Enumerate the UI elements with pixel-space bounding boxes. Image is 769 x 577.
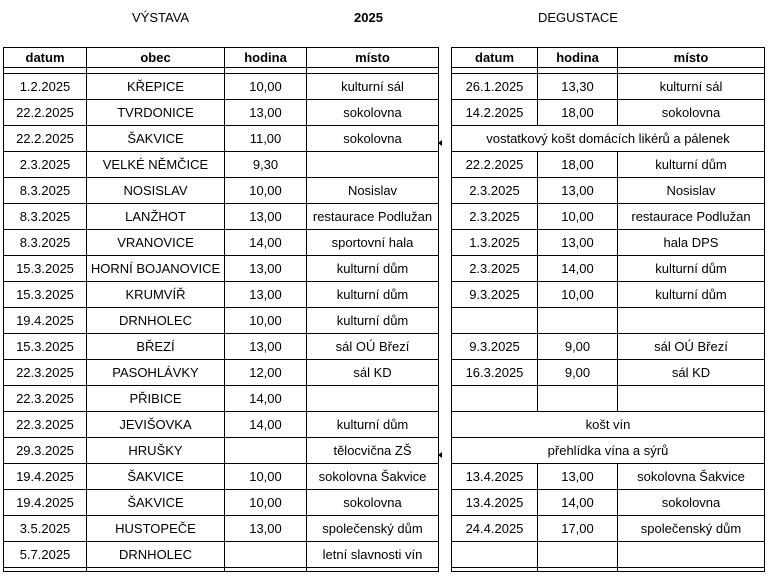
col-obec-cell: HORNÍ BOJANOVICE — [87, 256, 225, 282]
table-row — [452, 152, 765, 178]
col-hodina-cell — [225, 438, 307, 464]
col-datum-cell: 3.5.2025 — [4, 516, 87, 542]
col-misto-cell: společenský dům — [618, 516, 765, 542]
col-datum-cell: 26.1.2025 — [452, 74, 538, 100]
col-hodina-header: hodina — [225, 48, 307, 68]
col-obec-cell: BŘEZÍ — [87, 334, 225, 360]
table-row — [452, 464, 765, 490]
table-header-row — [4, 48, 439, 68]
col-datum-cell: 8.3.2025 — [4, 178, 87, 204]
marker-arrow-icon — [438, 452, 442, 458]
col-hodina-cell: 14,00 — [225, 230, 307, 256]
col-hodina-cell — [538, 308, 618, 334]
spacer-cell — [618, 568, 765, 572]
col-obec-header: obec — [87, 48, 225, 68]
table-row — [4, 360, 439, 386]
col-datum-cell: 2.3.2025 — [452, 178, 538, 204]
col-hodina-cell: 13,00 — [538, 230, 618, 256]
col-datum-cell: 2.3.2025 — [452, 204, 538, 230]
table-row — [452, 386, 765, 412]
col-datum-cell: 16.3.2025 — [452, 360, 538, 386]
col-datum-cell: 22.2.2025 — [452, 152, 538, 178]
col-hodina-cell: 9,00 — [538, 360, 618, 386]
table-row — [452, 126, 765, 152]
col-misto-cell — [618, 308, 765, 334]
col-misto-cell: sál KD — [618, 360, 765, 386]
col-misto-cell: Nosislav — [307, 178, 439, 204]
col-datum-cell: 13.4.2025 — [452, 464, 538, 490]
table-row — [452, 256, 765, 282]
table-row — [4, 100, 439, 126]
col-hodina-cell: 13,30 — [538, 74, 618, 100]
col-misto-cell: sokolovna Šakvice — [618, 464, 765, 490]
spacer-cell — [4, 568, 87, 572]
table-row — [4, 490, 439, 516]
spacer-row — [4, 568, 439, 572]
table-row — [4, 230, 439, 256]
col-hodina-cell: 13,00 — [225, 100, 307, 126]
table-row — [452, 360, 765, 386]
col-misto-cell: sál OÚ Březí — [307, 334, 439, 360]
col-misto-cell: tělocvična ZŠ — [307, 438, 439, 464]
col-hodina-cell: 14,00 — [225, 386, 307, 412]
col-datum-cell: 24.4.2025 — [452, 516, 538, 542]
col-misto-cell: letní slavnosti vín — [307, 542, 439, 568]
col-misto-cell — [618, 542, 765, 568]
col-misto-cell: sportovní hala — [307, 230, 439, 256]
col-obec-cell: ŠAKVICE — [87, 126, 225, 152]
col-misto-cell: restaurace Podlužan — [307, 204, 439, 230]
table-row — [4, 126, 439, 152]
table-row — [4, 152, 439, 178]
col-obec-cell: DRNHOLEC — [87, 308, 225, 334]
table-row — [4, 256, 439, 282]
col-obec-cell: HUSTOPEČE — [87, 516, 225, 542]
col-datum-cell: 15.3.2025 — [4, 334, 87, 360]
table-row — [4, 438, 439, 464]
col-hodina-cell: 10,00 — [225, 464, 307, 490]
col-obec-cell: JEVIŠOVKA — [87, 412, 225, 438]
col-hodina-cell: 13,00 — [538, 464, 618, 490]
col-obec-cell: HRUŠKY — [87, 438, 225, 464]
col-hodina-cell: 9,30 — [225, 152, 307, 178]
col-datum-cell: 2.3.2025 — [452, 256, 538, 282]
col-misto-cell — [618, 386, 765, 412]
vystava-table — [3, 47, 439, 572]
table-row — [4, 542, 439, 568]
col-datum-cell: 13.4.2025 — [452, 490, 538, 516]
merged-note-cell: přehlídka vína a sýrů — [452, 438, 765, 464]
header-degustace: DEGUSTACE — [538, 10, 618, 25]
col-datum-cell: 22.2.2025 — [4, 126, 87, 152]
col-misto-cell — [307, 152, 439, 178]
col-hodina-cell: 13,00 — [225, 282, 307, 308]
col-datum-cell: 22.3.2025 — [4, 360, 87, 386]
col-datum-cell: 22.3.2025 — [4, 386, 87, 412]
col-datum-cell: 8.3.2025 — [4, 204, 87, 230]
table-row — [4, 308, 439, 334]
col-misto-cell: kulturní dům — [307, 412, 439, 438]
spacer-row — [452, 568, 765, 572]
col-obec-cell: TVRDONICE — [87, 100, 225, 126]
col-misto-cell: kulturní dům — [307, 282, 439, 308]
col-obec-cell: ŠAKVICE — [87, 490, 225, 516]
merged-note-cell: vostatkový košt domácích likérů a pálenek — [452, 126, 765, 152]
col-misto-cell: sokolovna — [618, 100, 765, 126]
table-row — [452, 438, 765, 464]
table-row — [452, 204, 765, 230]
col-misto-cell: sál OÚ Březí — [618, 334, 765, 360]
col-datum-cell: 9.3.2025 — [452, 334, 538, 360]
col-obec-cell: NOSISLAV — [87, 178, 225, 204]
col-obec-cell: VRANOVICE — [87, 230, 225, 256]
col-hodina-cell: 14,00 — [538, 490, 618, 516]
table-row — [452, 230, 765, 256]
marker-arrow-icon — [438, 140, 442, 146]
col-hodina-cell: 14,00 — [538, 256, 618, 282]
col-misto-cell: sál KD — [307, 360, 439, 386]
col-misto-cell — [307, 386, 439, 412]
col-misto-cell: kulturní dům — [618, 256, 765, 282]
col-obec-cell: PASOHLÁVKY — [87, 360, 225, 386]
col-hodina-cell: 18,00 — [538, 152, 618, 178]
col-misto-cell: kulturní sál — [618, 74, 765, 100]
col-datum-cell: 5.7.2025 — [4, 542, 87, 568]
col-misto-cell: kulturní dům — [307, 308, 439, 334]
spacer-cell — [307, 568, 439, 572]
col-datum-cell — [452, 542, 538, 568]
col-datum-cell: 19.4.2025 — [4, 308, 87, 334]
col-hodina-cell: 9,00 — [538, 334, 618, 360]
table-row — [4, 412, 439, 438]
table-row — [452, 516, 765, 542]
col-obec-cell: DRNHOLEC — [87, 542, 225, 568]
degustace-table — [451, 47, 765, 572]
table-row — [4, 516, 439, 542]
col-datum-cell: 19.4.2025 — [4, 490, 87, 516]
col-misto-cell: sokolovna — [618, 490, 765, 516]
col-hodina-cell: 13,00 — [225, 334, 307, 360]
col-hodina-cell: 10,00 — [538, 204, 618, 230]
col-obec-cell: LANŽHOT — [87, 204, 225, 230]
col-hodina-cell: 11,00 — [225, 126, 307, 152]
col-datum-cell — [452, 386, 538, 412]
col-misto-cell: kulturní dům — [307, 256, 439, 282]
col-hodina-header: hodina — [538, 48, 618, 68]
col-datum-header: datum — [4, 48, 87, 68]
table-row — [4, 334, 439, 360]
col-datum-cell: 22.2.2025 — [4, 100, 87, 126]
col-obec-cell: ŠAKVICE — [87, 464, 225, 490]
col-datum-cell: 1.3.2025 — [452, 230, 538, 256]
col-hodina-cell: 10,00 — [538, 282, 618, 308]
col-hodina-cell: 13,00 — [225, 516, 307, 542]
table-row — [4, 204, 439, 230]
col-datum-cell — [452, 308, 538, 334]
col-misto-cell: sokolovna — [307, 490, 439, 516]
table-row — [452, 412, 765, 438]
col-misto-header: místo — [618, 48, 765, 68]
col-obec-cell: KŘEPICE — [87, 74, 225, 100]
col-obec-cell: PŘIBICE — [87, 386, 225, 412]
col-misto-cell: sokolovna Šakvice — [307, 464, 439, 490]
header-vystava: VÝSTAVA — [132, 10, 190, 25]
table-row — [4, 464, 439, 490]
col-hodina-cell: 14,00 — [225, 412, 307, 438]
col-misto-header: místo — [307, 48, 439, 68]
table-header-row — [452, 48, 765, 68]
table-row — [4, 74, 439, 100]
col-misto-cell: kulturní dům — [618, 282, 765, 308]
merged-note-cell: košt vín — [452, 412, 765, 438]
col-obec-cell: VELKÉ NĚMČICE — [87, 152, 225, 178]
col-hodina-cell: 13,00 — [538, 178, 618, 204]
header-year: 2025 — [354, 10, 383, 25]
col-datum-cell: 15.3.2025 — [4, 282, 87, 308]
col-misto-cell: Nosislav — [618, 178, 765, 204]
spacer-cell — [538, 568, 618, 572]
col-datum-cell: 9.3.2025 — [452, 282, 538, 308]
col-misto-cell: sokolovna — [307, 126, 439, 152]
col-misto-cell: sokolovna — [307, 100, 439, 126]
col-datum-cell: 29.3.2025 — [4, 438, 87, 464]
col-misto-cell: kulturní dům — [618, 152, 765, 178]
spacer-cell — [225, 568, 307, 572]
col-hodina-cell: 17,00 — [538, 516, 618, 542]
col-hodina-cell: 10,00 — [225, 490, 307, 516]
col-datum-cell: 14.2.2025 — [452, 100, 538, 126]
table-row — [4, 282, 439, 308]
table-row — [4, 386, 439, 412]
table-row — [452, 334, 765, 360]
col-datum-cell: 15.3.2025 — [4, 256, 87, 282]
col-misto-cell: restaurace Podlužan — [618, 204, 765, 230]
spacer-cell — [87, 568, 225, 572]
col-misto-cell: společenský dům — [307, 516, 439, 542]
col-misto-cell: kulturní sál — [307, 74, 439, 100]
col-datum-cell: 2.3.2025 — [4, 152, 87, 178]
col-datum-cell: 19.4.2025 — [4, 464, 87, 490]
table-row — [452, 282, 765, 308]
col-obec-cell: KRUMVÍŘ — [87, 282, 225, 308]
col-hodina-cell: 10,00 — [225, 74, 307, 100]
col-hodina-cell: 10,00 — [225, 308, 307, 334]
col-datum-cell: 8.3.2025 — [4, 230, 87, 256]
spacer-cell — [452, 568, 538, 572]
col-hodina-cell — [538, 542, 618, 568]
col-hodina-cell — [225, 542, 307, 568]
table-row — [452, 542, 765, 568]
table-row — [452, 74, 765, 100]
col-datum-header: datum — [452, 48, 538, 68]
col-datum-cell: 22.3.2025 — [4, 412, 87, 438]
col-misto-cell: hala DPS — [618, 230, 765, 256]
table-row — [452, 490, 765, 516]
col-hodina-cell — [538, 386, 618, 412]
col-datum-cell: 1.2.2025 — [4, 74, 87, 100]
col-hodina-cell: 13,00 — [225, 256, 307, 282]
table-row — [452, 100, 765, 126]
table-row — [452, 178, 765, 204]
col-hodina-cell: 13,00 — [225, 204, 307, 230]
table-row — [4, 178, 439, 204]
col-hodina-cell: 12,00 — [225, 360, 307, 386]
col-hodina-cell: 18,00 — [538, 100, 618, 126]
table-row — [452, 308, 765, 334]
col-hodina-cell: 10,00 — [225, 178, 307, 204]
